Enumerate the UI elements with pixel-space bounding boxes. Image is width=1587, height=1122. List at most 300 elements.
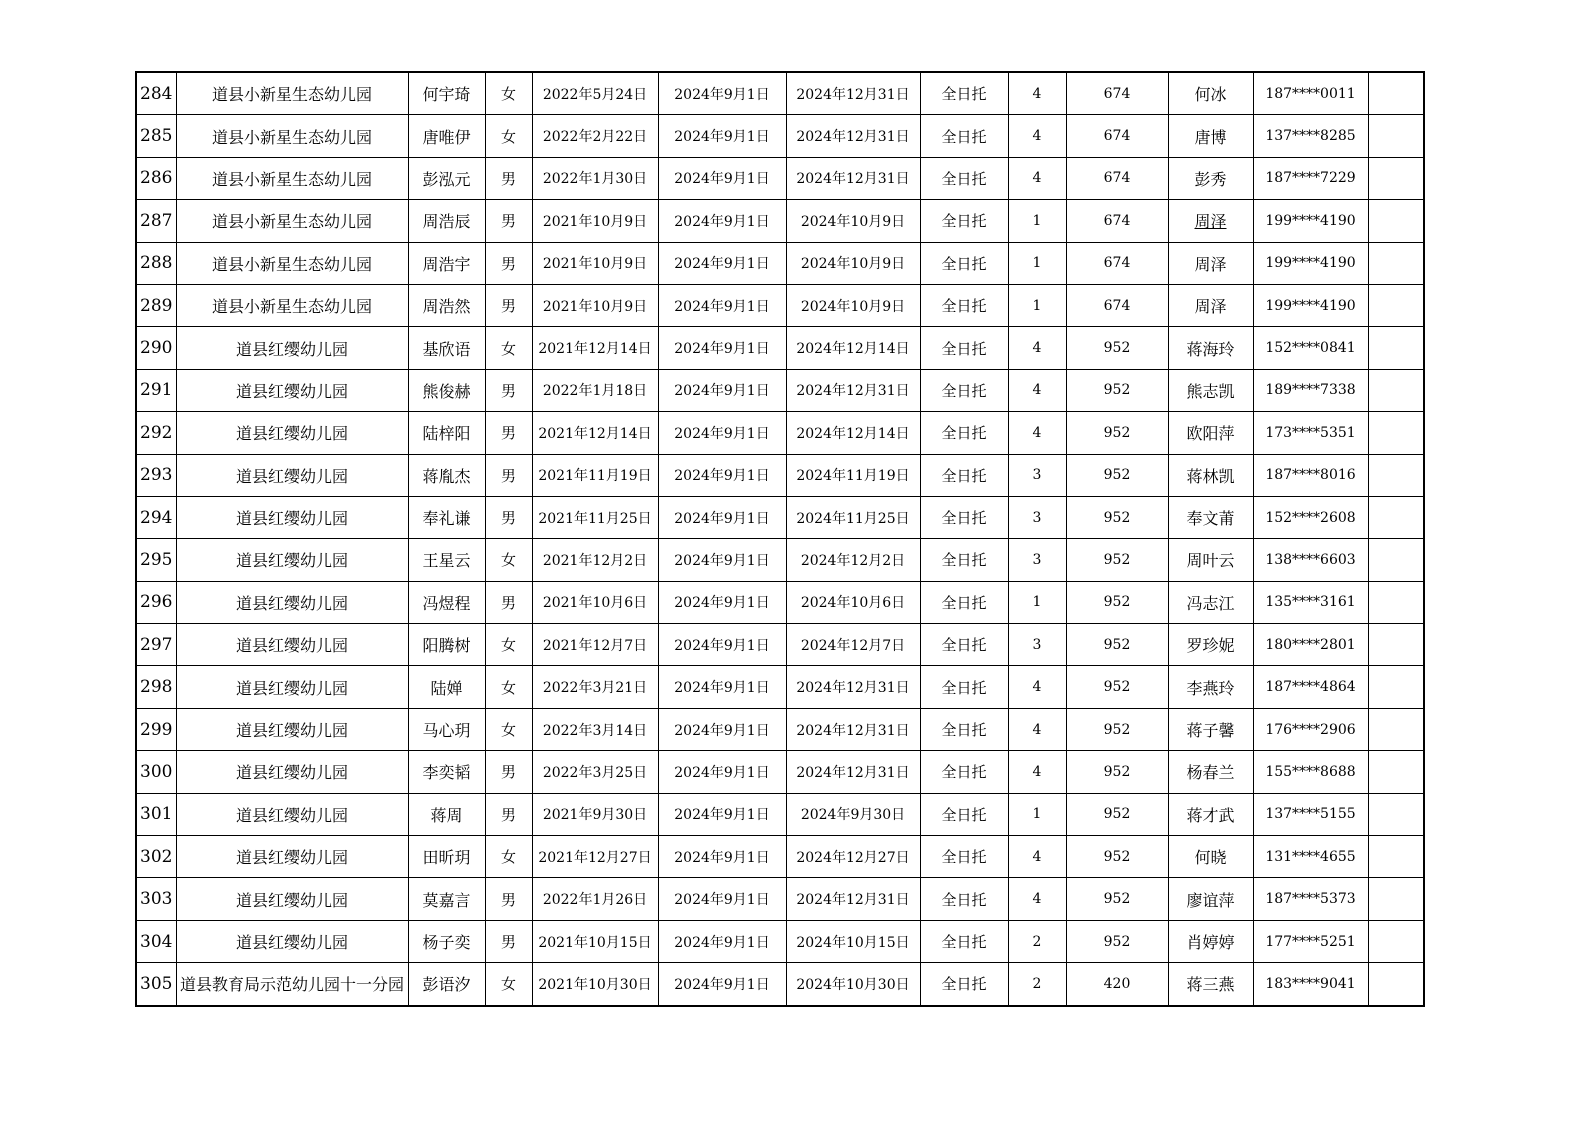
kindergarten-name-text: 道县小新星生态幼儿园 — [211, 297, 372, 317]
months-count-text: 1 — [1032, 806, 1042, 823]
phone-number-cell — [1253, 242, 1368, 284]
subsidy-amount-cell — [1066, 751, 1168, 793]
subsidy-amount-text: 674 — [1103, 170, 1131, 187]
guardian-name-text: 周叶云 — [1186, 551, 1235, 571]
start-date-text: 2024年9月1日 — [674, 383, 770, 400]
subsidy-amount-cell — [1066, 920, 1168, 962]
start-date-cell — [658, 454, 786, 496]
kindergarten-name-text: 道县红缨幼儿园 — [235, 551, 348, 571]
gender-cell — [485, 581, 532, 623]
subsidy-amount-cell — [1066, 496, 1168, 538]
kindergarten-name-cell — [176, 836, 408, 878]
gender-text: 男 — [500, 509, 516, 528]
months-count-cell — [1008, 920, 1066, 962]
guardian-name-text: 蒋海玲 — [1186, 339, 1235, 359]
care-type-text: 全日托 — [941, 805, 987, 824]
gender-cell — [485, 963, 532, 1006]
care-type-text: 全日托 — [941, 636, 987, 655]
end-date-text: 2024年12月31日 — [796, 86, 910, 103]
child-name-cell — [408, 454, 485, 496]
care-type-cell — [920, 920, 1008, 962]
row-number-text: 299 — [140, 719, 173, 740]
phone-number-text: 152****0841 — [1265, 340, 1356, 357]
child-name-text: 何宇琦 — [422, 85, 471, 105]
phone-number-cell — [1253, 412, 1368, 454]
row-number-cell — [136, 369, 176, 411]
remarks-cell — [1368, 963, 1424, 1006]
end-date-text: 2024年12月27日 — [796, 849, 910, 866]
phone-number-text: 199****4190 — [1265, 212, 1356, 229]
care-type-text: 全日托 — [941, 933, 987, 951]
subsidy-amount-text: 674 — [1103, 255, 1131, 272]
child-name-cell — [408, 666, 485, 708]
child-name-cell — [408, 412, 485, 454]
birth-date-text: 2021年10月9日 — [542, 213, 648, 230]
table-row — [136, 115, 1424, 157]
months-count-text: 1 — [1032, 212, 1042, 229]
gender-cell — [485, 751, 532, 793]
subsidy-amount-cell — [1066, 581, 1168, 623]
start-date-cell — [658, 412, 786, 454]
kindergarten-name-cell — [176, 115, 408, 157]
remarks-cell — [1368, 369, 1424, 411]
start-date-text: 2024年9月1日 — [674, 764, 770, 781]
months-count-text: 4 — [1032, 170, 1042, 187]
subsidy-amount-text: 674 — [1103, 297, 1131, 314]
start-date-cell — [658, 878, 786, 920]
end-date-text: 2024年10月9日 — [800, 256, 906, 273]
months-count-cell — [1008, 284, 1066, 326]
subsidy-amount-text: 420 — [1103, 975, 1131, 992]
child-name-cell — [408, 242, 485, 284]
guardian-name-text: 李燕玲 — [1186, 678, 1235, 698]
end-date-cell — [786, 836, 920, 878]
birth-date-cell — [532, 157, 658, 199]
subsidy-amount-text: 952 — [1103, 382, 1131, 399]
birth-date-cell — [532, 836, 658, 878]
gender-text: 男 — [500, 424, 516, 443]
child-name-text: 奉礼谦 — [422, 509, 471, 529]
end-date-cell — [786, 496, 920, 538]
kindergarten-name-text: 道县红缨幼儿园 — [235, 678, 348, 698]
months-count-cell — [1008, 327, 1066, 369]
kindergarten-name-cell — [176, 666, 408, 708]
birth-date-cell — [532, 412, 658, 454]
end-date-text: 2024年12月2日 — [800, 552, 906, 569]
care-type-cell — [920, 539, 1008, 581]
row-number-text: 295 — [140, 549, 173, 570]
start-date-text: 2024年9月1日 — [674, 637, 770, 654]
months-count-text: 4 — [1032, 763, 1042, 780]
care-type-text: 全日托 — [941, 169, 987, 188]
guardian-name-cell — [1168, 454, 1253, 496]
months-count-cell — [1008, 496, 1066, 538]
row-number-cell — [136, 327, 176, 369]
months-count-cell — [1008, 581, 1066, 623]
end-date-cell — [786, 157, 920, 199]
care-type-cell — [920, 242, 1008, 284]
kindergarten-name-cell — [176, 708, 408, 750]
row-number-text: 304 — [140, 931, 173, 952]
child-name-text: 杨子奕 — [422, 933, 471, 952]
table-row — [136, 72, 1424, 115]
child-name-text: 彭泓元 — [422, 169, 471, 189]
start-date-text: 2024年9月1日 — [674, 171, 770, 188]
kindergarten-name-cell — [176, 496, 408, 538]
child-name-cell — [408, 963, 485, 1006]
kindergarten-name-text: 道县小新星生态幼儿园 — [211, 212, 372, 232]
end-date-text: 2024年12月31日 — [796, 680, 910, 697]
gender-cell — [485, 496, 532, 538]
phone-number-cell — [1253, 72, 1368, 115]
start-date-cell — [658, 115, 786, 157]
row-number-cell — [136, 496, 176, 538]
end-date-text: 2024年10月30日 — [796, 976, 910, 993]
guardian-name-cell — [1168, 963, 1253, 1006]
phone-number-cell — [1253, 581, 1368, 623]
start-date-cell — [658, 836, 786, 878]
birth-date-text: 2021年9月30日 — [542, 807, 648, 824]
remarks-cell — [1368, 454, 1424, 496]
care-type-cell — [920, 624, 1008, 666]
subsidy-amount-cell — [1066, 836, 1168, 878]
phone-number-text: 155****8688 — [1265, 763, 1356, 780]
care-type-text: 全日托 — [941, 848, 987, 867]
phone-number-text: 187****7229 — [1265, 170, 1356, 187]
end-date-cell — [786, 369, 920, 411]
phone-number-text: 187****0011 — [1265, 85, 1356, 102]
table-row — [136, 920, 1424, 962]
phone-number-text: 183****9041 — [1265, 975, 1356, 992]
child-name-text: 马心玥 — [422, 721, 471, 741]
care-type-cell — [920, 157, 1008, 199]
subsidy-amount-cell — [1066, 708, 1168, 750]
kindergarten-name-cell — [176, 624, 408, 666]
guardian-name-cell — [1168, 369, 1253, 411]
start-date-cell — [658, 666, 786, 708]
care-type-cell — [920, 751, 1008, 793]
guardian-name-text: 周泽 — [1194, 254, 1227, 274]
subsidy-amount-text: 952 — [1103, 424, 1131, 441]
care-type-cell — [920, 581, 1008, 623]
row-number-cell — [136, 793, 176, 835]
child-name-text: 彭语汐 — [422, 975, 471, 995]
end-date-cell — [786, 751, 920, 793]
end-date-cell — [786, 454, 920, 496]
months-count-text: 4 — [1032, 679, 1042, 696]
kindergarten-name-cell — [176, 200, 408, 242]
subsidy-amount-cell — [1066, 369, 1168, 411]
row-number-text: 298 — [140, 677, 173, 698]
child-name-cell — [408, 920, 485, 962]
subsidy-amount-cell — [1066, 793, 1168, 835]
kindergarten-name-cell — [176, 369, 408, 411]
gender-text: 女 — [500, 85, 516, 104]
gender-text: 男 — [500, 763, 516, 782]
table-row — [136, 157, 1424, 199]
child-name-text: 田昕玥 — [422, 848, 471, 868]
kindergarten-name-cell — [176, 72, 408, 115]
table-row — [136, 284, 1424, 326]
gender-cell — [485, 412, 532, 454]
guardian-name-text: 杨春兰 — [1186, 763, 1235, 783]
care-type-cell — [920, 666, 1008, 708]
child-name-cell — [408, 284, 485, 326]
gender-cell — [485, 920, 532, 962]
birth-date-text: 2021年11月19日 — [538, 468, 652, 485]
gender-cell — [485, 284, 532, 326]
phone-number-text: 199****4190 — [1265, 255, 1356, 272]
start-date-cell — [658, 200, 786, 242]
phone-number-cell — [1253, 327, 1368, 369]
subsidy-amount-cell — [1066, 284, 1168, 326]
birth-date-text: 2021年11月25日 — [538, 510, 652, 527]
row-number-text: 302 — [140, 846, 173, 867]
months-count-cell — [1008, 200, 1066, 242]
gender-cell — [485, 200, 532, 242]
guardian-name-cell — [1168, 751, 1253, 793]
end-date-text: 2024年10月9日 — [800, 213, 906, 230]
gender-text: 女 — [500, 551, 516, 570]
remarks-cell — [1368, 708, 1424, 750]
start-date-cell — [658, 751, 786, 793]
end-date-cell — [786, 581, 920, 623]
end-date-cell — [786, 242, 920, 284]
phone-number-cell — [1253, 496, 1368, 538]
months-count-cell — [1008, 72, 1066, 115]
child-name-text: 基欣语 — [422, 339, 471, 359]
months-count-cell — [1008, 157, 1066, 199]
guardian-name-cell — [1168, 327, 1253, 369]
start-date-cell — [658, 708, 786, 750]
guardian-name-cell — [1168, 496, 1253, 538]
row-number-text: 287 — [140, 210, 173, 231]
months-count-cell — [1008, 793, 1066, 835]
care-type-cell — [920, 72, 1008, 115]
gender-cell — [485, 666, 532, 708]
remarks-cell — [1368, 157, 1424, 199]
end-date-text: 2024年9月30日 — [800, 807, 906, 824]
end-date-text: 2024年11月19日 — [796, 468, 910, 485]
start-date-text: 2024年9月1日 — [674, 934, 770, 951]
months-count-cell — [1008, 878, 1066, 920]
table-row — [136, 793, 1424, 835]
child-name-text: 李奕韬 — [422, 763, 471, 783]
start-date-text: 2024年9月1日 — [674, 468, 770, 485]
row-number-cell — [136, 284, 176, 326]
subsidy-amount-cell — [1066, 200, 1168, 242]
phone-number-cell — [1253, 157, 1368, 199]
gender-cell — [485, 708, 532, 750]
start-date-cell — [658, 793, 786, 835]
start-date-text: 2024年9月1日 — [674, 849, 770, 866]
end-date-cell — [786, 793, 920, 835]
remarks-cell — [1368, 539, 1424, 581]
subsidy-roster-table — [135, 71, 1425, 1007]
birth-date-cell — [532, 454, 658, 496]
start-date-text: 2024年9月1日 — [674, 86, 770, 103]
months-count-cell — [1008, 454, 1066, 496]
start-date-text: 2024年9月1日 — [674, 425, 770, 442]
phone-number-cell — [1253, 115, 1368, 157]
table-row — [136, 327, 1424, 369]
birth-date-text: 2021年12月7日 — [542, 637, 648, 654]
birth-date-cell — [532, 920, 658, 962]
end-date-cell — [786, 878, 920, 920]
start-date-text: 2024年9月1日 — [674, 680, 770, 697]
end-date-text: 2024年12月31日 — [796, 171, 910, 188]
end-date-cell — [786, 115, 920, 157]
remarks-cell — [1368, 242, 1424, 284]
gender-cell — [485, 115, 532, 157]
end-date-text: 2024年12月31日 — [796, 892, 910, 909]
start-date-text: 2024年9月1日 — [674, 213, 770, 230]
start-date-cell — [658, 539, 786, 581]
gender-cell — [485, 836, 532, 878]
subsidy-amount-cell — [1066, 539, 1168, 581]
kindergarten-name-cell — [176, 793, 408, 835]
row-number-text: 289 — [140, 295, 173, 316]
care-type-text: 全日托 — [941, 212, 987, 231]
kindergarten-name-cell — [176, 327, 408, 369]
remarks-cell — [1368, 751, 1424, 793]
subsidy-amount-text: 952 — [1103, 933, 1131, 950]
months-count-cell — [1008, 242, 1066, 284]
phone-number-text: 177****5251 — [1265, 933, 1356, 950]
subsidy-amount-text: 952 — [1103, 721, 1131, 738]
phone-number-text: 137****8285 — [1265, 128, 1356, 145]
kindergarten-name-cell — [176, 157, 408, 199]
kindergarten-name-text: 道县红缨幼儿园 — [235, 805, 348, 825]
phone-number-cell — [1253, 708, 1368, 750]
months-count-cell — [1008, 963, 1066, 1006]
row-number-text: 300 — [140, 761, 173, 782]
kindergarten-name-text: 道县教育局示范幼儿园十一分园 — [179, 975, 404, 995]
months-count-text: 2 — [1032, 975, 1042, 992]
guardian-name-cell — [1168, 412, 1253, 454]
guardian-name-text: 蒋林凯 — [1186, 466, 1235, 486]
end-date-cell — [786, 624, 920, 666]
remarks-cell — [1368, 284, 1424, 326]
months-count-cell — [1008, 369, 1066, 411]
subsidy-amount-text: 952 — [1103, 509, 1131, 526]
phone-number-text: 173****5351 — [1265, 424, 1356, 441]
gender-text: 男 — [500, 593, 516, 612]
child-name-cell — [408, 539, 485, 581]
guardian-name-text: 何冰 — [1194, 85, 1227, 105]
gender-cell — [485, 878, 532, 920]
phone-number-cell — [1253, 369, 1368, 411]
row-number-text: 292 — [140, 422, 173, 443]
guardian-name-text: 廖谊萍 — [1186, 890, 1235, 910]
months-count-cell — [1008, 624, 1066, 666]
gender-text: 女 — [500, 721, 516, 740]
subsidy-amount-cell — [1066, 624, 1168, 666]
subsidy-amount-text: 952 — [1103, 763, 1131, 780]
start-date-cell — [658, 157, 786, 199]
row-number-cell — [136, 72, 176, 115]
months-count-cell — [1008, 115, 1066, 157]
care-type-text: 全日托 — [941, 721, 987, 740]
kindergarten-name-text: 道县红缨幼儿园 — [235, 636, 348, 656]
subsidy-amount-text: 952 — [1103, 636, 1131, 653]
child-name-text: 熊俊赫 — [422, 381, 471, 401]
kindergarten-name-text: 道县红缨幼儿园 — [235, 763, 348, 783]
kindergarten-name-text: 道县红缨幼儿园 — [235, 593, 348, 613]
kindergarten-name-text: 道县红缨幼儿园 — [235, 721, 348, 741]
subsidy-amount-cell — [1066, 72, 1168, 115]
kindergarten-name-cell — [176, 581, 408, 623]
row-number-cell — [136, 624, 176, 666]
phone-number-text: 187****5373 — [1265, 891, 1356, 908]
birth-date-text: 2022年5月24日 — [542, 86, 648, 103]
end-date-text: 2024年10月9日 — [800, 298, 906, 315]
birth-date-cell — [532, 284, 658, 326]
birth-date-text: 2022年1月26日 — [542, 892, 648, 909]
gender-text: 女 — [500, 848, 516, 867]
child-name-text: 唐唯伊 — [422, 127, 471, 147]
phone-number-text: 199****4190 — [1265, 297, 1356, 314]
birth-date-text: 2021年10月6日 — [542, 595, 648, 612]
care-type-cell — [920, 708, 1008, 750]
kindergarten-name-cell — [176, 920, 408, 962]
guardian-name-cell — [1168, 624, 1253, 666]
gender-text: 男 — [500, 933, 516, 951]
child-name-text: 冯煜程 — [422, 593, 471, 613]
remarks-cell — [1368, 666, 1424, 708]
birth-date-text: 2021年12月27日 — [538, 849, 652, 866]
months-count-text: 4 — [1032, 424, 1042, 441]
care-type-text: 全日托 — [941, 763, 987, 782]
table-row — [136, 624, 1424, 666]
care-type-text: 全日托 — [941, 551, 987, 570]
table-row — [136, 369, 1424, 411]
remarks-cell — [1368, 836, 1424, 878]
kindergarten-name-cell — [176, 751, 408, 793]
gender-cell — [485, 539, 532, 581]
kindergarten-name-text: 道县红缨幼儿园 — [235, 848, 348, 868]
kindergarten-name-cell — [176, 878, 408, 920]
table-body — [136, 72, 1424, 1006]
kindergarten-name-text: 道县红缨幼儿园 — [235, 381, 348, 401]
subsidy-amount-text: 952 — [1103, 467, 1131, 484]
guardian-name-cell — [1168, 157, 1253, 199]
start-date-cell — [658, 920, 786, 962]
birth-date-text: 2021年12月2日 — [542, 552, 648, 569]
months-count-text: 1 — [1032, 594, 1042, 611]
guardian-name-text: 周泽 — [1194, 297, 1227, 317]
birth-date-cell — [532, 581, 658, 623]
kindergarten-name-cell — [176, 539, 408, 581]
kindergarten-name-text: 道县红缨幼儿园 — [235, 933, 348, 952]
phone-number-cell — [1253, 624, 1368, 666]
table-row — [136, 708, 1424, 750]
birth-date-cell — [532, 369, 658, 411]
subsidy-amount-cell — [1066, 963, 1168, 1006]
start-date-cell — [658, 284, 786, 326]
end-date-text: 2024年12月14日 — [796, 341, 910, 358]
child-name-text: 陆梓阳 — [422, 424, 471, 444]
remarks-cell — [1368, 115, 1424, 157]
care-type-cell — [920, 793, 1008, 835]
subsidy-amount-text: 674 — [1103, 128, 1131, 145]
care-type-text: 全日托 — [941, 85, 987, 104]
row-number-text: 296 — [140, 592, 173, 613]
kindergarten-name-text: 道县红缨幼儿园 — [235, 466, 348, 486]
remarks-cell — [1368, 496, 1424, 538]
child-name-text: 周浩然 — [422, 297, 471, 317]
phone-number-text: 131****4655 — [1265, 848, 1356, 865]
